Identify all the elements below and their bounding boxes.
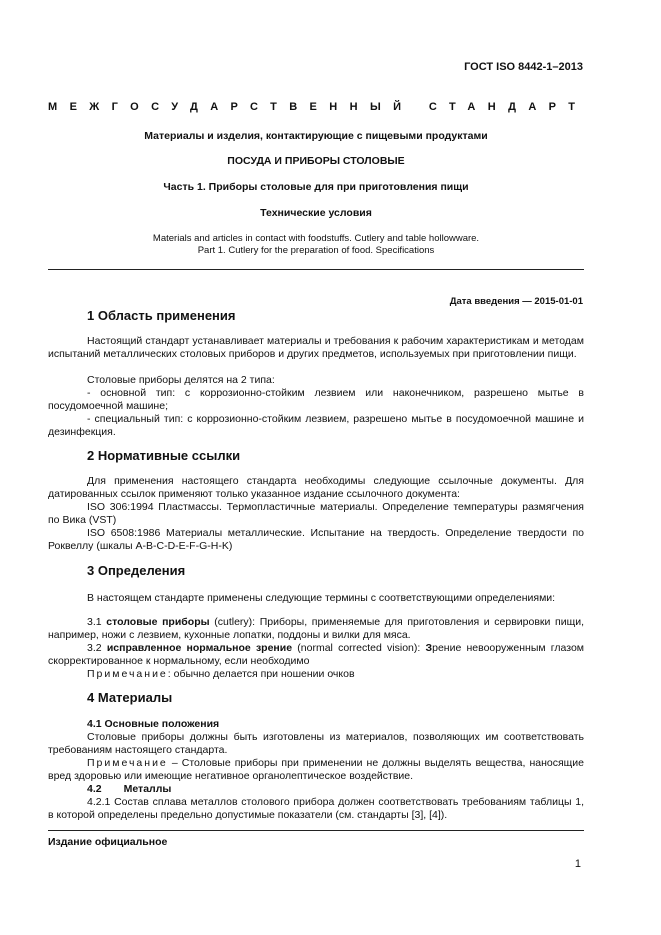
section-1-paragraph-4: - специальный тип: с коррозионно-стойким лезвием, разрешено мытье в посудомоечной машине и дезинфекция. — [48, 413, 584, 438]
section-4-heading: 4 Материалы — [87, 690, 173, 705]
definition-3-1 — [48, 616, 584, 642]
section-1-paragraph-2: Столовые приборы делятся на 2 типа: — [87, 374, 275, 386]
official-edition-label: Издание официальное — [48, 836, 168, 848]
subsection-4-1-heading: 4.1 Основные положения — [87, 718, 220, 730]
section-2-paragraph-1: Для применения настоящего стандарта необходимы следующие ссылочные документы. Для датированных ссылок применяют только указанное издание ссылочного документа: — [48, 475, 584, 500]
section-4-note-text: – Столовые приборы при применении не должны выделять вещества, наносящие вред здоровью или имеющие негативное органолептическое воздействие. — [48, 757, 584, 782]
page-number: 1 — [574, 858, 581, 870]
section-4-note-label: Примечание — [87, 757, 168, 769]
document-code: ГОСТ ISO 8442-1–2013 — [464, 61, 583, 73]
english-title — [48, 233, 584, 257]
section-3-note-label: Примечание — [87, 668, 168, 680]
definition-3-2-term: исправленное нормальное зрение — [106, 642, 293, 654]
section-3-heading: 3 Определения — [87, 563, 186, 578]
introduction-date: Дата введения — 2015-01-01 — [449, 296, 583, 307]
section-1-paragraph-1: Настоящий стандарт устанавливает материалы и требования к рабочим характеристикам и методам испытаний металлических столовых приборов и других предметов, используемых при приготовлении пищи. — [48, 335, 584, 360]
section-2-paragraph-2: ISO 306:1994 Пластмассы. Термопластичные материалы. Определение температуры размягчения по Вика (VST) — [48, 501, 584, 526]
section-3-note-text: : обычно делается при ношении очков — [167, 668, 355, 680]
definition-3-2 — [48, 642, 584, 668]
title-line-3: Часть 1. Приборы столовые для при приготовления пищи — [163, 181, 469, 193]
title-divider — [48, 269, 584, 270]
definition-3-1-number: 3.1 — [87, 616, 107, 628]
section-2-paragraph-3: ISO 6508:1986 Материалы металлические. Испытание на твердость. Определение твердости по Роквеллу (шкалы A-B-C-D-E-F-G-H-K) — [48, 527, 584, 552]
title-line-1: Материалы и изделия, контактирующие с пищевыми продуктами — [144, 130, 488, 142]
title-line-4: Технические условия — [260, 207, 372, 219]
title-line-2: ПОСУДА И ПРИБОРЫ СТОЛОВЫЕ — [227, 155, 405, 167]
subsection-4-2-number: 4.2 — [87, 783, 102, 795]
definition-3-2-number: 3.2 — [87, 642, 107, 654]
definition-3-2-bold-letter: З — [425, 642, 433, 654]
section-2-heading: 2 Нормативные ссылки — [87, 448, 241, 463]
definition-3-2-text-a: (normal corrected vision): — [292, 642, 426, 654]
standard-type-heading: МЕЖГОСУДАРСТВЕННЫЙ СТАНДАРТ — [48, 101, 588, 113]
section-1-paragraph-3: - основной тип: с коррозионно-стойким лезвием или наконечником, разрешено мытье в посудомоечной машине; — [48, 387, 584, 412]
subsection-4-2-heading — [87, 783, 171, 795]
definition-3-1-text: (cutlery): Приборы, применяемые для приготовления и сервировки пищи, например, ножи с лезвием, кухонные лопатки, поддоны и вилки для мяса. — [48, 616, 585, 641]
section-1-heading: 1 Область применения — [87, 308, 236, 323]
definition-3-2-text-b: рение невооруженным глазом скорректированное к нормальному, если необходимо — [48, 642, 584, 667]
section-3-paragraph-1: В настоящем стандарте применены следующие термины с соответствующими определениями: — [87, 592, 556, 604]
footer-divider — [48, 830, 584, 831]
english-title-line-1: Materials and articles in contact with foodstuffs. Cutlery and table hollowware. — [152, 233, 480, 244]
section-4-paragraph-1: Столовые приборы должны быть изготовлены из материалов, позволяющих им соответствовать требованиям настоящего стандарта. — [48, 731, 584, 756]
subsection-4-2-title: Металлы — [123, 783, 172, 795]
english-title-line-2: Part 1. Cutlery for the preparation of food. Specifications — [197, 245, 435, 256]
section-3-note — [48, 668, 584, 681]
section-4-paragraph-2: 4.2.1 Состав сплава металлов столового прибора должен соответствовать требованиям таблицы 1, в которой определены предельно допустимые показатели (см. стандарты [3], [4]). — [48, 796, 584, 821]
definition-3-1-term: столовые приборы — [106, 616, 210, 628]
section-4-note — [48, 757, 584, 783]
